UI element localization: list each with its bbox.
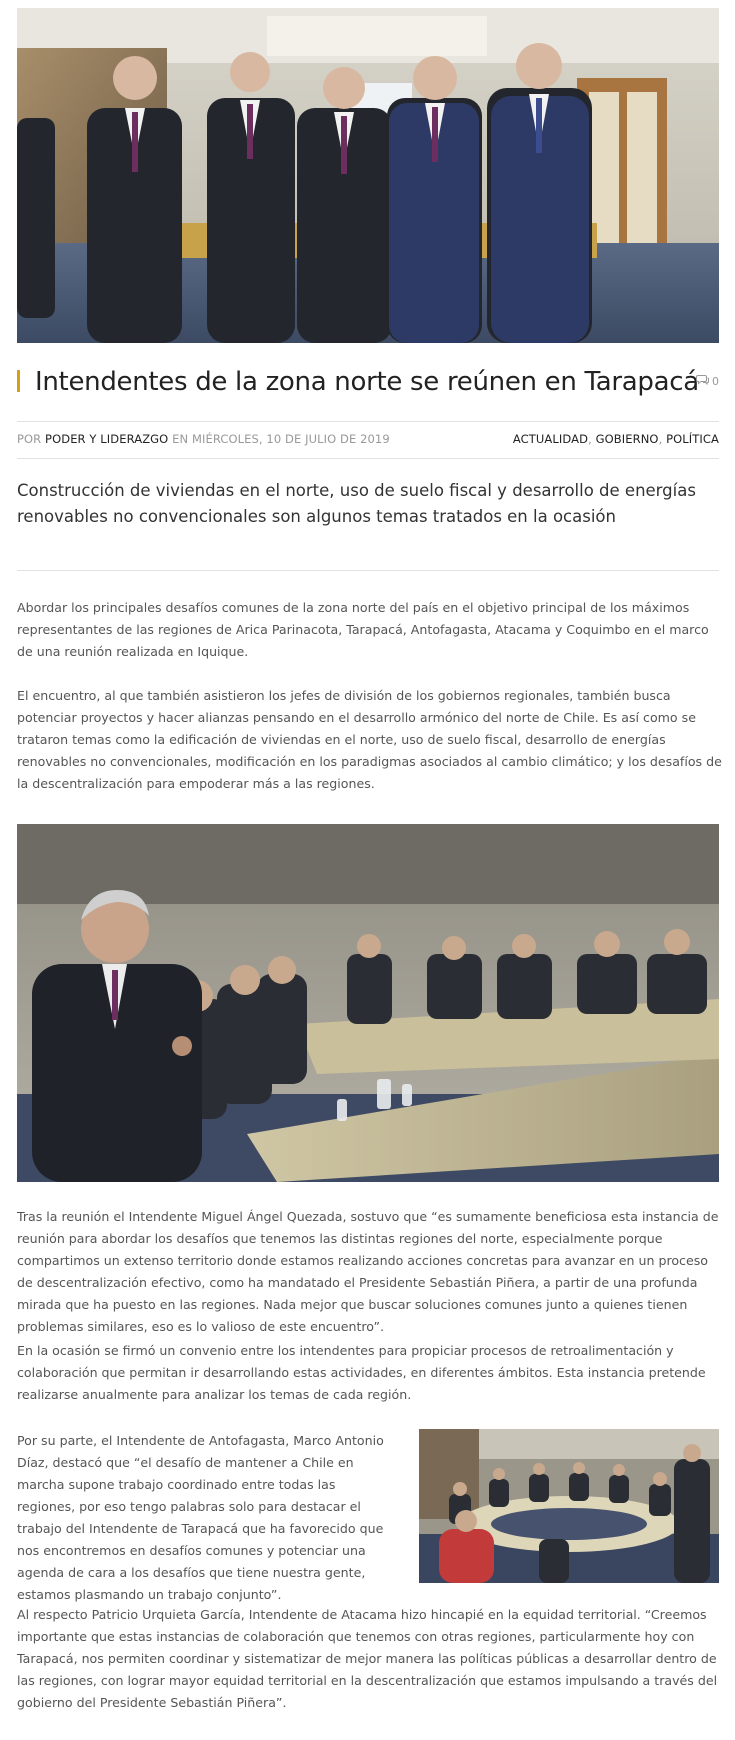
category-separator: , <box>658 432 663 446</box>
meta-on: EN <box>172 432 189 446</box>
category-link[interactable]: GOBIERNO <box>595 432 659 446</box>
hero-photo <box>17 8 719 343</box>
meta-bottom-divider <box>17 458 719 459</box>
meeting-photo-small <box>419 1429 719 1583</box>
body-paragraph: El encuentro, al que también asistieron los jefes de división de los gobiernos regionales, también busca potenciar proyectos y hacer alianzas pensando en el desarrollo armónico del norte de Chile. Es así como se trataron temas como la edificación de viviendas en el norte, uso de suelo fiscal, desarrollo de energías renovables no convencionales, modificación en los paradigmas asociados al cambio climático; y los desafíos de la descentralización para empoderar más a las regiones. <box>17 688 722 791</box>
meta-date: MIÉRCOLES, 10 DE JULIO DE 2019 <box>191 432 390 446</box>
body-paragraph: Por su parte, el Intendente de Antofagasta, Marco Antonio Díaz, destacó que “el desafío de mantener a Chile en marcha supone trabajo coordinado entre todas las regiones, por eso tengo palabras solo para destacar el trabajo del Intendente de Tarapacá que ha favorecido que nos encontremos en desafíos comunes y potenciar una agenda de cara a los desafíos que tiene nuestra gente, estamos plasmando un trabajo conjunto”. <box>17 1433 384 1602</box>
meeting-photo <box>17 824 719 1182</box>
article-title: Intendentes de la zona norte se reúnen en Tarapacá <box>35 367 699 397</box>
article-meta <box>17 432 719 448</box>
meta-by: POR <box>17 432 42 446</box>
comment-bubble-icon <box>696 374 709 388</box>
author-link[interactable]: PODER Y LIDERAZGO <box>45 432 169 446</box>
meeting-photo-small-image <box>419 1429 719 1583</box>
title-row <box>17 362 719 404</box>
category-link[interactable]: POLÍTICA <box>666 432 719 446</box>
lead-divider <box>17 570 719 571</box>
comment-count: 0 <box>712 374 719 388</box>
meeting-photo-image <box>17 824 719 1182</box>
body-paragraph: Abordar los principales desafíos comunes de la zona norte del país en el objetivo principal de los máximos representantes de las regiones de Arica Parinacota, Tarapacá, Antofagasta, Atacama y Coquimbo en el marco de una reunión realizada en Iquique. <box>17 600 709 659</box>
meta-top-divider <box>17 421 719 422</box>
title-accent-bar <box>17 370 20 392</box>
comment-count-link[interactable] <box>696 374 719 388</box>
category-link[interactable]: ACTUALIDAD <box>512 432 589 446</box>
hero-photo-image <box>17 8 719 343</box>
article-lead: Construcción de viviendas en el norte, uso de suelo fiscal y desarrollo de energías renovables no convencionales son algunos temas tratados en la ocasión <box>17 481 696 526</box>
category-separator: , <box>588 432 592 446</box>
category-list <box>513 432 719 446</box>
body-paragraph: En la ocasión se firmó un convenio entre los intendentes para propiciar procesos de retroalimentación y colaboración que permitan ir desarrollando estas actividades, en diferentes ámbitos. Esta instancia pretende realizarse anualmente para analizar los temas de cada región. <box>17 1343 706 1402</box>
body-paragraph: Tras la reunión el Intendente Miguel Ángel Quezada, sostuvo que “es sumamente beneficiosa esta instancia de reunión para abordar los desafíos que tenemos las distintas regiones del norte, especialmente porque compartimos un extenso territorio donde estamos realizando acciones concretas para avanzar en un proceso de descentralización efectivo, como ha mandatado el Presidente Sebastián Piñera, a partir de una profunda mirada que ha puesto en las regiones. Nada mejor que buscar soluciones comunes junto a quienes tienen problemas similares, eso es lo valioso de este encuentro”. <box>17 1209 719 1334</box>
body-paragraph: Al respecto Patricio Urquieta García, Intendente de Atacama hizo hincapié en la equidad territorial. “Creemos importante que estas instancias de colaboración que tenemos con otras regiones, particularmente hoy con Tarapacá, nos permiten coordinar y sistematizar de mejor manera las políticas públicas a desarrollar dentro de las regiones, con lograr mayor equidad territorial en la descentralización que estamos impulsando a través del gobierno del Presidente Sebastián Piñera”. <box>17 1607 718 1710</box>
